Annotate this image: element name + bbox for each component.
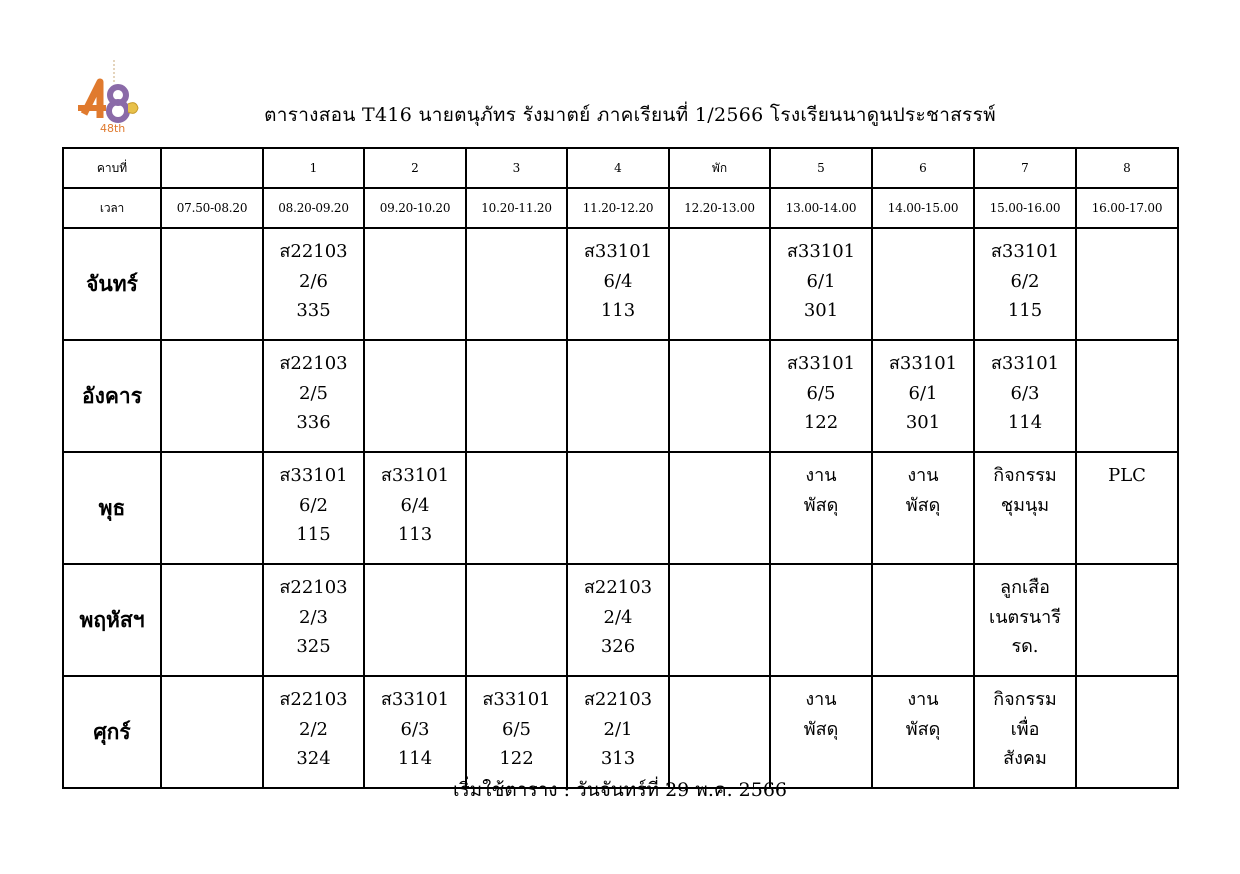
schedule-cell [263,564,364,676]
schedule-cell-line: ชุมนุม [1000,494,1050,516]
schedule-cell-line: 6/1 [806,270,836,292]
schedule-cell-line: 6/4 [603,270,633,292]
time-header-row [63,188,1178,228]
period-number: 5 [770,148,872,188]
time-slot: 08.20-09.20 [263,188,364,228]
schedule-cell [364,564,466,676]
schedule-cell-line: ส22103 [583,577,653,598]
schedule-cell [669,228,770,340]
schedule-cell-line: ส33101 [279,465,348,486]
schedule-cell [263,452,364,564]
schedule-cell-line: 313 [600,748,636,769]
schedule-cell [161,564,263,676]
schedule-cell-line: งาน [805,465,837,486]
schedule-cell-line: พัสดุ [905,494,941,516]
schedule-cell-line: 114 [1007,412,1043,433]
schedule-cell [669,676,770,788]
schedule-cell [466,228,567,340]
schedule-cell [364,228,466,340]
schedule-cell-line: 2/1 [603,718,633,740]
time-slot: 16.00-17.00 [1076,188,1178,228]
schedule-cell [974,228,1076,340]
schedule-cell [872,452,974,564]
schedule-cell-line: พัสดุ [905,718,941,740]
day-row [63,564,1178,676]
schedule-cell-line: สังคม [1003,748,1047,769]
schedule-cell-line: 6/5 [806,382,836,404]
schedule-cell-line: 335 [296,300,331,321]
time-slot: 09.20-10.20 [364,188,466,228]
schedule-cell [974,340,1076,452]
schedule-cell [1076,564,1178,676]
schedule-cell [263,340,364,452]
schedule-cell-line: 2/2 [299,718,328,740]
schedule-cell [1076,452,1178,564]
schedule-cell-line: ส22103 [279,353,348,374]
schedule-cell-line: ส33101 [583,241,653,262]
day-name: พฤหัสฯ [63,564,161,676]
day-name: พุธ [63,452,161,564]
schedule-cell-line: ลูกเสือ [1000,577,1050,598]
period-number: 1 [263,148,364,188]
schedule-cell-line: งาน [907,689,939,710]
schedule-cell-line: 113 [600,300,636,321]
schedule-cell [770,564,872,676]
schedule-cell [872,340,974,452]
schedule-cell-line: 6/3 [400,718,430,740]
schedule-cell-line: ส33101 [888,353,958,374]
schedule-cell-line: 324 [296,748,331,769]
schedule-cell-line: งาน [805,689,837,710]
schedule-cell [161,228,263,340]
schedule-cell-line: เนตรนารี [989,606,1061,628]
schedule-cell-line: 2/3 [299,606,328,628]
schedule-cell [364,676,466,788]
schedule-cell [872,564,974,676]
schedule-cell-line: 6/4 [400,494,430,516]
schedule-cell [161,676,263,788]
schedule-cell-line: 115 [1007,300,1043,321]
time-slot: 15.00-16.00 [974,188,1076,228]
schedule-cell-line: 2/4 [603,606,633,628]
schedule-cell [770,340,872,452]
schedule-cell [364,340,466,452]
schedule-cell [567,340,669,452]
period-number: 7 [974,148,1076,188]
schedule-cell [567,564,669,676]
schedule-cell [1076,228,1178,340]
period-number [161,148,263,188]
schedule-cell-line: ส22103 [583,689,653,710]
timetable [62,147,1179,789]
schedule-cell-line: 2/6 [299,270,328,292]
schedule-cell [974,452,1076,564]
period-header-row [63,148,1178,188]
schedule-cell-line: 114 [397,748,433,769]
time-slot: 11.20-12.20 [567,188,669,228]
period-number: 4 [567,148,669,188]
schedule-cell-line: ส33101 [482,689,551,710]
time-slot: 13.00-14.00 [770,188,872,228]
schedule-cell-line: 6/5 [502,718,531,740]
schedule-cell-line: รด. [1011,636,1039,657]
schedule-cell-line: กิจกรรม [993,465,1057,486]
schedule-cell [567,452,669,564]
schedule-cell-line: ส33101 [380,689,450,710]
schedule-cell-line: ส22103 [279,577,348,598]
period-number: 2 [364,148,466,188]
schedule-cell-line: ส33101 [786,353,856,374]
schedule-cell-line: 122 [499,748,534,769]
period-label: คาบที่ [63,148,161,188]
schedule-cell-line: 122 [803,412,839,433]
day-name: จันทร์ [63,228,161,340]
schedule-cell [770,676,872,788]
schedule-cell [161,452,263,564]
page-title: ตารางสอน T416 นายตนุภัทร รังมาตย์ ภาคเรียนที่ 1/2566 โรงเรียนนาดูนประชาสรรพ์ [264,104,996,126]
period-number: 8 [1076,148,1178,188]
schedule-cell-line: พัสดุ [803,718,839,740]
time-slot: 07.50-08.20 [161,188,263,228]
schedule-cell [1076,340,1178,452]
schedule-cell-line: 326 [600,636,636,657]
time-slot: 12.20-13.00 [669,188,770,228]
schedule-cell [974,676,1076,788]
schedule-cell [1076,676,1178,788]
schedule-cell-line: ส33101 [786,241,856,262]
schedule-cell [567,228,669,340]
schedule-cell [263,676,364,788]
schedule-cell-line: 6/1 [908,382,938,404]
schedule-cell [770,228,872,340]
schedule-cell [466,340,567,452]
day-name: อังคาร [63,340,161,452]
day-row [63,676,1178,788]
schedule-cell-line: 301 [803,300,839,321]
period-number: 3 [466,148,567,188]
day-row [63,340,1178,452]
schedule-cell [770,452,872,564]
schedule-cell [466,452,567,564]
schedule-cell [466,564,567,676]
schedule-cell-line: 2/5 [299,382,328,404]
schedule-cell-line: ส22103 [279,241,348,262]
schedule-cell [263,228,364,340]
schedule-cell [872,228,974,340]
day-row [63,228,1178,340]
schedule-cell-line: 336 [296,412,331,433]
schedule-cell-line: 301 [905,412,941,433]
time-slot: 14.00-15.00 [872,188,974,228]
schedule-cell [669,452,770,564]
schedule-cell-line: งาน [907,465,939,486]
schedule-cell [669,340,770,452]
schedule-cell-line: เพื่อ [1010,718,1040,740]
time-slot: 10.20-11.20 [466,188,567,228]
schedule-cell-line: 115 [296,524,331,545]
schedule-cell-line: 113 [397,524,433,545]
schedule-cell-line: พัสดุ [803,494,839,516]
schedule-cell-line: กิจกรรม [993,689,1057,710]
schedule-cell-line: 6/2 [1010,270,1040,292]
time-label: เวลา [63,188,161,228]
day-name: ศุกร์ [63,676,161,788]
schedule-cell-line: 6/3 [1010,382,1040,404]
schedule-cell [567,676,669,788]
schedule-cell-line: PLC [1108,465,1146,486]
schedule-cell [161,340,263,452]
schedule-cell-line: ส33101 [990,241,1060,262]
day-row [63,452,1178,564]
schedule-cell [466,676,567,788]
schedule-cell [669,564,770,676]
schedule-cell [364,452,466,564]
schedule-cell-line: 6/2 [299,494,328,516]
start-date-note: เริ่มใช้ตาราง : วันจันทร์ที่ 29 พ.ค. 2566 [452,779,788,801]
schedule-cell [974,564,1076,676]
schedule-cell [872,676,974,788]
schedule-cell-line: 325 [296,636,331,657]
svg-text:48th: 48th [100,122,126,135]
period-number: 6 [872,148,974,188]
schedule-cell-line: ส33101 [990,353,1060,374]
schedule-cell-line: ส22103 [279,689,348,710]
day-rows [63,228,1178,788]
period-number: พัก [669,148,770,188]
schedule-cell-line: ส33101 [380,465,450,486]
